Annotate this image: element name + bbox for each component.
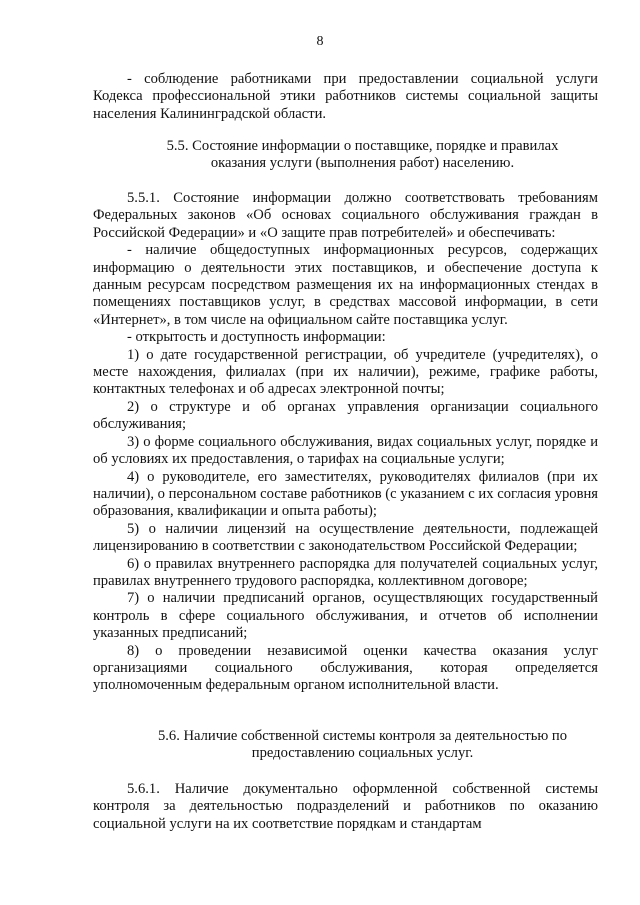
section-5-6-heading <box>93 728 598 763</box>
paragraph-5-5-1: 5.5.1. Состояние информации должно соответствовать требованиям Федеральных законов «Об основах социального обслуживания граждан в Российской Федерации» и «О защите прав потребителей» и обеспечивать: <box>93 190 598 241</box>
intro-paragraph: - соблюдение работниками при предоставлении социальной услуги Кодекса профессиональной этики работников системы социальной защиты населения Калининградской области. <box>93 71 598 122</box>
page-number: 8 <box>316 34 324 49</box>
section-5-6-heading-line2: предоставлению социальных услуг. <box>251 745 474 762</box>
section-5-6-body <box>93 781 598 833</box>
list-item-6: 6) о правилах внутреннего распорядка для получателей социальных услуг, правилах внутреннего трудового распорядка, коллективном договоре; <box>93 555 598 589</box>
paragraph-5-6-1: 5.6.1. Наличие документально оформленной собственной системы контроля за деятельностью подразделений и работников по оказанию социальной услуги на их соответствие порядкам и стандартам <box>93 781 598 832</box>
section-5-5-heading <box>93 138 598 173</box>
list-item-3: 3) о форме социального обслуживания, видах социальных услуг, порядке и об условиях их предоставления, о тарифах на социальные услуги; <box>93 433 598 468</box>
list-item-openness: - открытость и доступность информации: <box>127 329 386 346</box>
list-item-public-resources: - наличие общедоступных информационных ресурсов, содержащих информацию о деятельности этих поставщиков, и обеспечение доступа к данным ресурсам посредством размещения их на информационных стендах в помещениях поставщиков услуг, в средствах массовой информации, в сети «Интернет», в том числе на официальном сайте поставщика услуг. <box>93 242 598 328</box>
list-item-1: 1) о дате государственной регистрации, об учредителе (учредителях), о месте нахождения, филиалах (при их наличии), режиме, графике работы, контактных телефонах и об адресах электронной почты; <box>93 346 598 398</box>
section-5-5-heading-line2: оказания услуги (выполнения работ) населению. <box>210 155 515 172</box>
list-item-2: 2) о структуре и об органах управления организации социального обслуживания; <box>93 398 598 433</box>
list-item-5: 5) о наличии лицензий на осуществление деятельности, подлежащей лицензированию в соответствии с законодательством Российской Федерации; <box>93 520 598 555</box>
list-item-7: 7) о наличии предписаний органов, осуществляющих государственный контроль в сфере социального обслуживания, и отчетов об исполнении указанных предписаний; <box>93 590 598 642</box>
list-item-8: 8) о проведении независимой оценки качества оказания услуг организациями социального обслуживания, которая определяется уполномоченным федеральным органом исполнительной власти. <box>93 642 598 694</box>
list-item-4: 4) о руководителе, его заместителях, руководителях филиалов (при их наличии), о персональном составе работников (с указанием с их согласия уровня образования, квалификации и опыта работы); <box>93 468 598 520</box>
section-5-5-body <box>93 190 598 695</box>
section-5-6-heading-line1: 5.6. Наличие собственной системы контроля за деятельностью по <box>157 728 568 744</box>
section-5-5-heading-line1: 5.5. Состояние информации о поставщике, порядке и правилах <box>166 138 559 154</box>
intro-block <box>93 71 598 123</box>
